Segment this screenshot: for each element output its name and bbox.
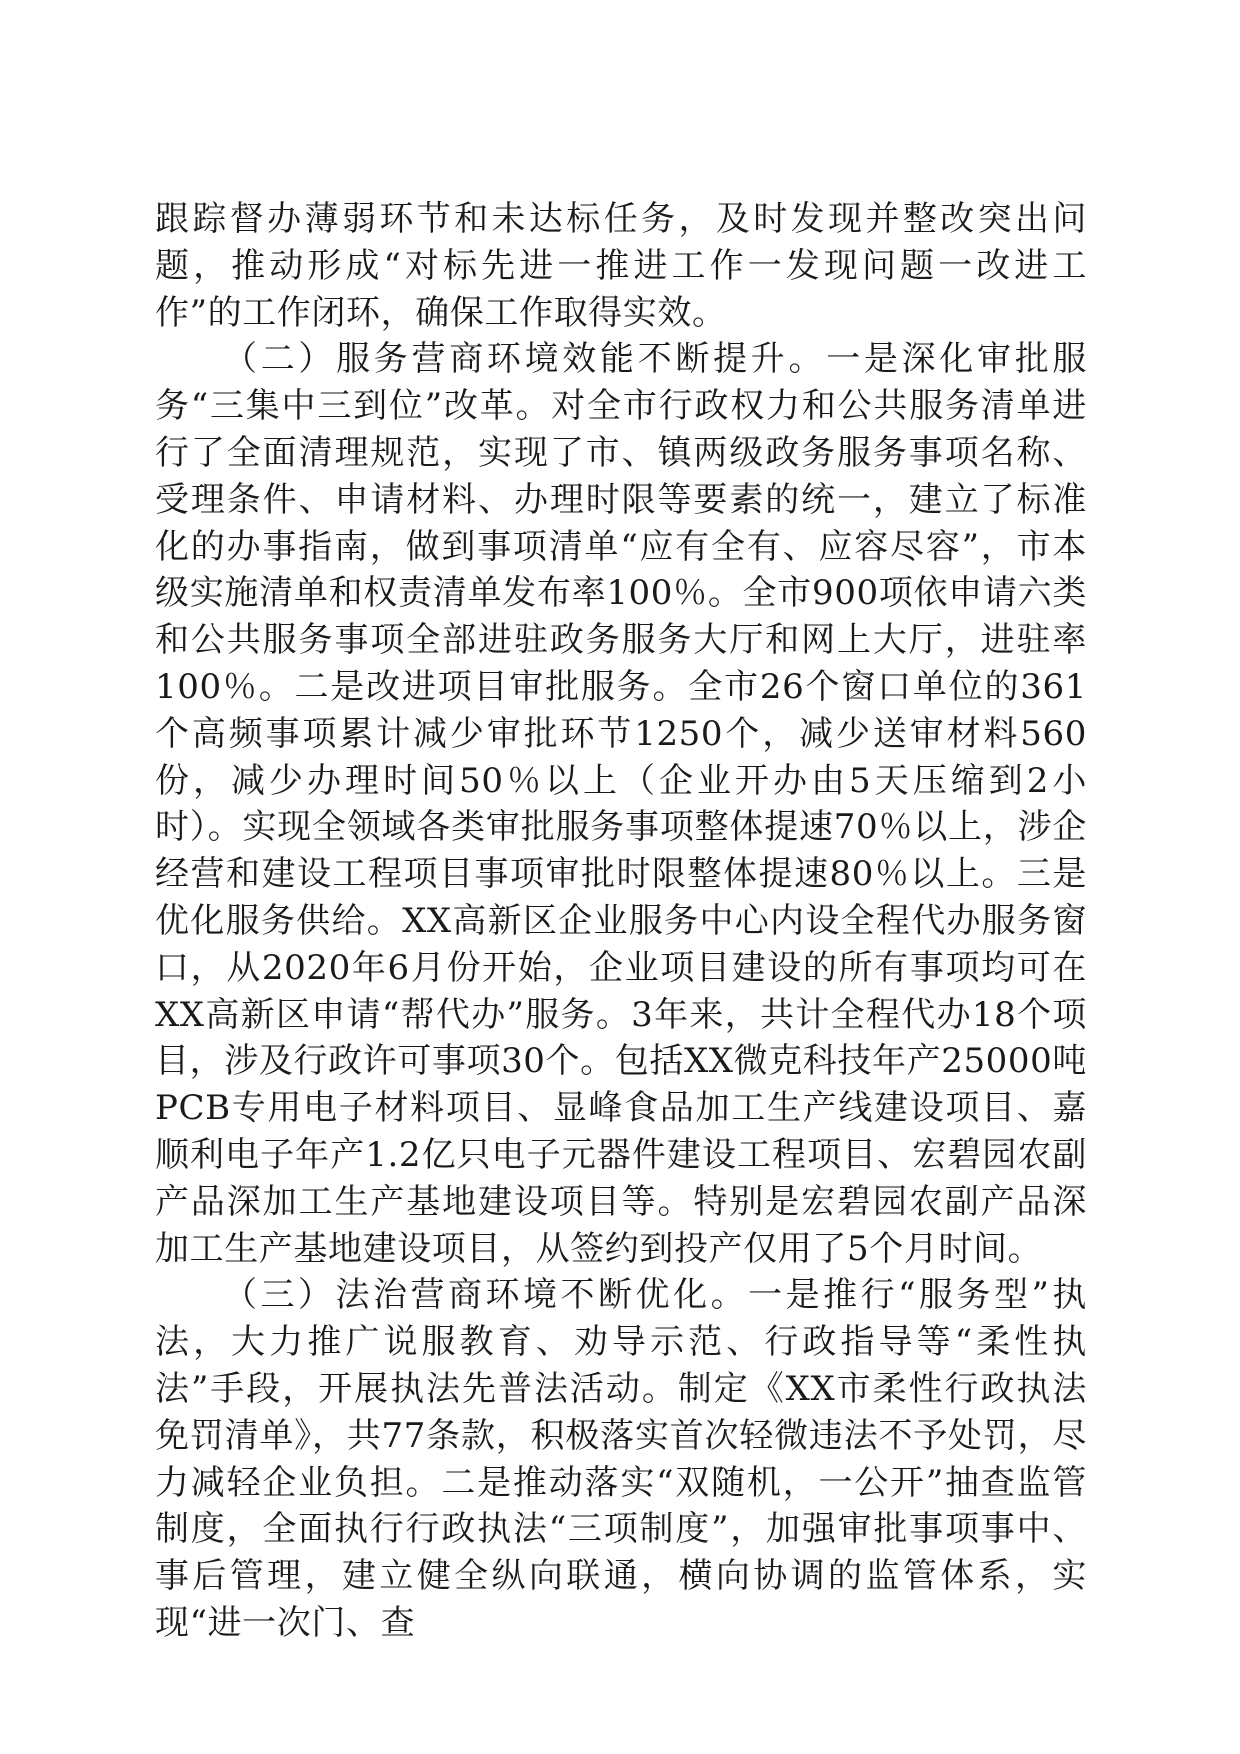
paragraph-body: 一是推行“服务型”执法，大力推广说服教育、劝导示范、行政指导等“柔性执法”手段，开展执法先普法活动。制定《XX市柔性行政执法免罚清单》，共77条款，积极落实首次轻微违法不予处罚，尽力减轻企业负担。二是推动落实“双随机，一公开”抽查监管制度，全面执行行政执法“三项制度”，加强审批事项事中、事后管理，建立健全纵向联通，横向协调的监管体系，实现“进一次门、查 bbox=[155, 1275, 1087, 1643]
section-heading-3: （三）法治营商环境不断优化。 bbox=[223, 1275, 749, 1316]
paragraph-legal-environment bbox=[155, 1272, 1087, 1646]
paragraph-body: 跟踪督办薄弱环节和未达标任务，及时发现并整改突出问题，推动形成“对标先进一推进工作一发现问题一改进工作”的工作闭环，确保工作取得实效。 bbox=[155, 199, 1087, 333]
document-body bbox=[155, 196, 1087, 1647]
paragraph-service-environment bbox=[155, 336, 1087, 1272]
section-heading-2: （二）服务营商环境效能不断提升。 bbox=[223, 339, 827, 380]
paragraph-continuation bbox=[155, 196, 1087, 336]
paragraph-body: 一是深化审批服务“三集中三到位”改革。对全市行政权力和公共服务清单进行了全面清理规范，实现了市、镇两级政务服务事项名称、受理条件、申请材料、办理时限等要素的统一，建立了标准化的办事指南，做到事项清单“应有全有、应容尽容”，市本级实施清单和权责清单发布率100％。全市900项依申请六类和公共服务事项全部进驻政务服务大厅和网上大厅，进驻率100％。二是改进项目审批服务。全市26个窗口单位的361个高频事项累计减少审批环节1250个，减少送审材料560份，减少办理时间50％以上（企业开办由5天压缩到2小时）。实现全领域各类审批服务事项整体提速70％以上，涉企经营和建设工程项目事项审批时限整体提速80％以上。三是优化服务供给。XX高新区企业服务中心内设全程代办服务窗口，从2020年6月份开始，企业项目建设的所有事项均可在XX高新区申请“帮代办”服务。3年来，共计全程代办18个项目，涉及行政许可事项30个。包括XX微克科技年产25000吨PCB专用电子材料项目、显峰食品加工生产线建设项目、嘉顺利电子年产1.2亿只电子元器件建设工程项目、宏碧园农副产品深加工生产基地建设项目等。特别是宏碧园农副产品深加工生产基地建设项目，从签约到投产仅用了5个月时间。 bbox=[155, 339, 1087, 1269]
